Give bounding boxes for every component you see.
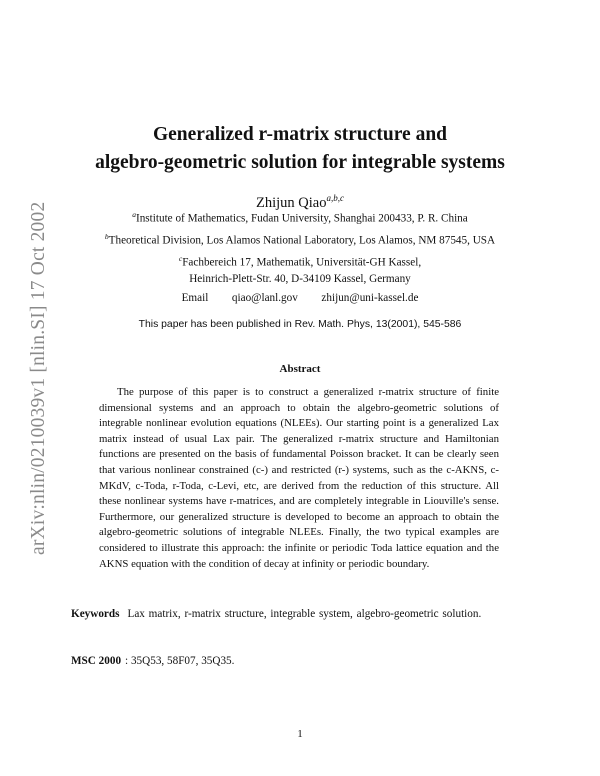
paper-title (60, 121, 540, 177)
email-address-lanl[interactable]: qiao@lanl.gov (231, 292, 298, 304)
arxiv-sidebar (16, 195, 49, 555)
author (0, 193, 600, 212)
title-line-2: algebro-geometric solution for integrable systems (95, 152, 505, 173)
email-label: Email (181, 292, 209, 304)
abstract-body: The purpose of this paper is to construct a generalized r-matrix structure of finite dimensional systems and an approach to obtain the algebro-geometric solutions of integrable nonlinear evolution equations (NLEEs). Our starting point is a generalized Lax matrix instead of usual Lax pair. The generalized r-matrix structure and Hamiltonian functions are presented on the basis of fundamental Poisson bracket. It can be clearly seen that various nonlinear constrained (c-) and restricted (r-) systems, such as the c-AKNS, c-MKdV, c-Toda, r-Toda, c-Levi, etc, are derived from the reduction of this structure. All these nonlinear systems have r-matrices, and are completely integrable in Liouville's sense. Furthermore, our generalized structure is developed to become an approach to obtain the algebro-geometric solutions of integrable NLEEs. Finally, the two typical examples are considered to illustrate this approach: the infinite or periodic Toda lattice equation and the AKNS equation with the condition of decay at infinity or periodic boundary. (99, 386, 499, 570)
email-line (40, 292, 560, 304)
affiliation-c-address (40, 273, 560, 285)
affiliation-c (40, 254, 560, 269)
keywords (71, 606, 531, 622)
title-line-1: Generalized r-matrix structure and (152, 124, 448, 145)
author-affiliation-marks: a,b,c (326, 193, 344, 203)
page-number: 1 (297, 728, 303, 740)
email-address-kassel[interactable]: zhijun@uni-kassel.de (321, 292, 419, 304)
arxiv-identifier: arXiv:nlin/0210039v1 [nlin.SI] 17 Oct 2002 (28, 201, 49, 555)
msc-classification (71, 655, 531, 667)
affiliation-mark: c (178, 254, 183, 263)
affiliation-text: Heinrich-Plett-Str. 40, D-34109 Kassel, Germany (189, 273, 411, 285)
author-name: Zhijun Qiao (256, 194, 327, 211)
affiliation-text: Institute of Mathematics, Fudan University, Shanghai 200433, P. R. China (135, 212, 468, 225)
keywords-label: Keywords (71, 608, 120, 620)
publication-note: This paper has been published in Rev. Math. Phys, 13(2001), 545-586 (138, 319, 462, 330)
affiliation-b (40, 232, 560, 247)
keywords-list: Lax matrix, r-matrix structure, integrable system, algebro-geometric solution. (127, 608, 482, 620)
affiliation-mark: a (132, 210, 136, 219)
abstract-heading: Abstract (279, 363, 321, 375)
msc-label: MSC 2000 (71, 655, 122, 667)
affiliation-text: Fachbereich 17, Mathematik, Universität-GH Kassel, (182, 256, 422, 269)
affiliation-a (40, 210, 560, 225)
affiliation-text: Theoretical Division, Los Alamos National Laboratory, Los Alamos, NM 87545, USA (108, 234, 496, 247)
msc-codes: : 35Q53, 58F07, 35Q35. (125, 655, 235, 667)
affiliation-mark: b (104, 232, 109, 241)
